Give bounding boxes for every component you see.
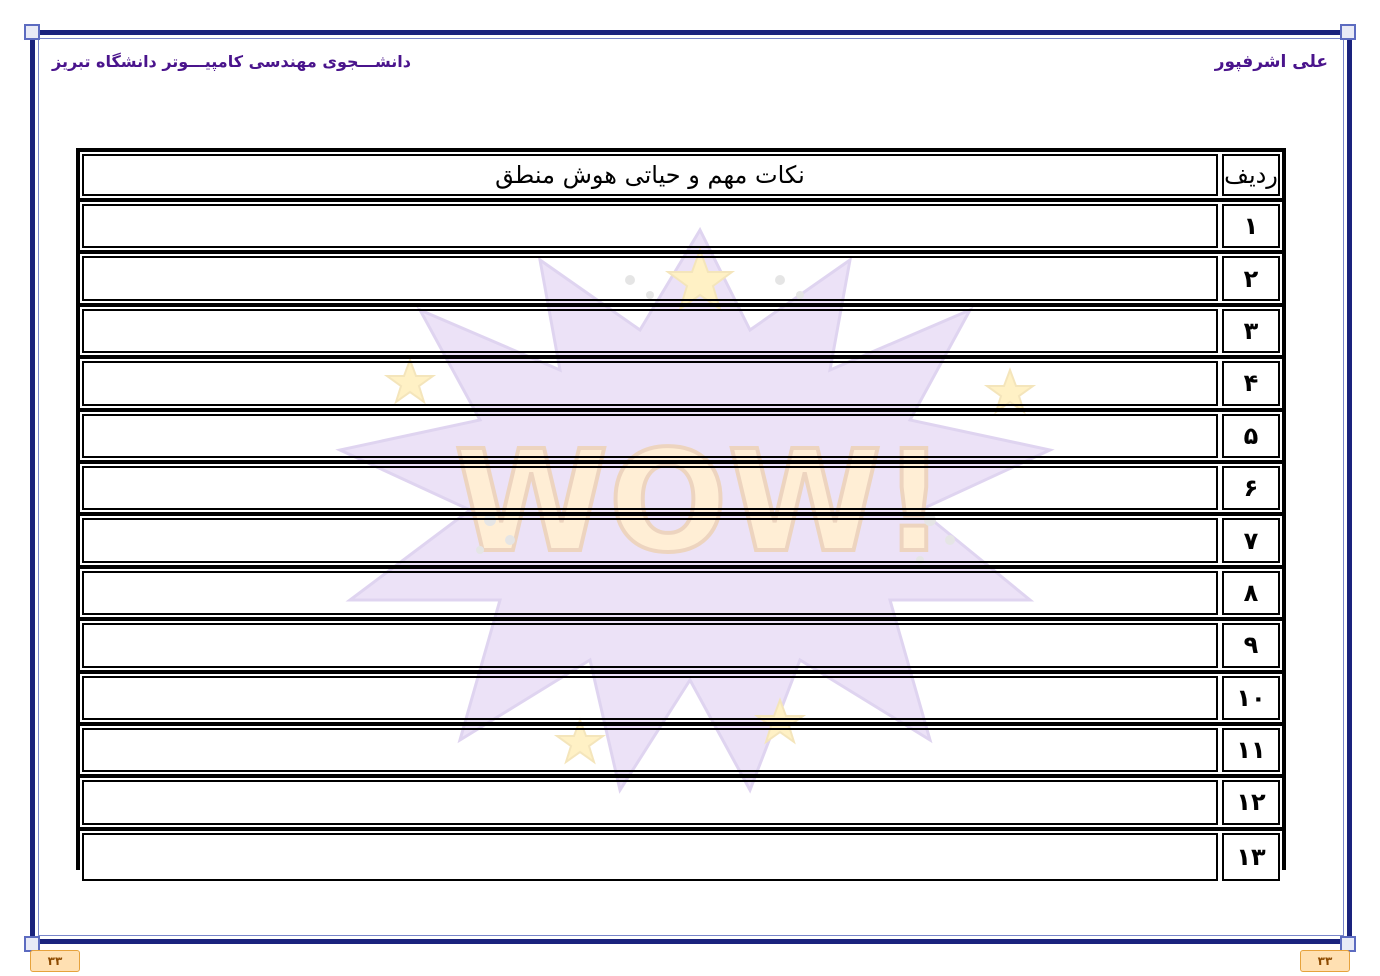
table-header-row	[80, 152, 1282, 202]
table-row	[80, 621, 1282, 673]
row-index: ۱	[1222, 204, 1280, 248]
table-row	[80, 307, 1282, 359]
table-row	[80, 464, 1282, 516]
row-index: ۱۳	[1222, 833, 1280, 881]
row-index: ۱۱	[1222, 728, 1280, 772]
row-index: ۶	[1222, 466, 1280, 510]
table-row	[80, 778, 1282, 830]
row-note-cell[interactable]	[82, 676, 1218, 720]
row-index: ۳	[1222, 309, 1280, 353]
page-number-badge: ۳۳	[30, 950, 80, 972]
page-number-badge: ۳۳	[1300, 950, 1350, 972]
table-row	[80, 202, 1282, 254]
row-index: ۲	[1222, 256, 1280, 300]
svg-text:WOW!: WOW!	[454, 421, 946, 584]
row-index: ۵	[1222, 414, 1280, 458]
row-note-cell[interactable]	[82, 780, 1218, 824]
row-index: ۱۲	[1222, 780, 1280, 824]
table-row	[80, 412, 1282, 464]
row-index: ۷	[1222, 518, 1280, 562]
row-note-cell[interactable]	[82, 256, 1218, 300]
column-header-notes: نکات مهم و حیاتی هوش منطق	[82, 154, 1218, 196]
table-row	[80, 254, 1282, 306]
notes-table	[76, 148, 1286, 870]
row-index: ۸	[1222, 571, 1280, 615]
row-note-cell[interactable]	[82, 204, 1218, 248]
row-note-cell[interactable]	[82, 518, 1218, 562]
table-row	[80, 726, 1282, 778]
row-note-cell[interactable]	[82, 414, 1218, 458]
table-row	[80, 831, 1282, 883]
row-note-cell[interactable]	[82, 361, 1218, 405]
row-index: ۱۰	[1222, 676, 1280, 720]
row-note-cell[interactable]	[82, 309, 1218, 353]
column-header-index: ردیف	[1222, 154, 1280, 196]
table-row	[80, 516, 1282, 568]
author-name: علی اشرفپور	[1214, 52, 1328, 72]
row-note-cell[interactable]	[82, 623, 1218, 667]
table-row	[80, 359, 1282, 411]
corner-ornament-icon	[1340, 24, 1356, 40]
row-note-cell[interactable]	[82, 728, 1218, 772]
row-index: ۹	[1222, 623, 1280, 667]
row-note-cell[interactable]	[82, 571, 1218, 615]
row-note-cell[interactable]	[82, 833, 1218, 881]
table-row	[80, 569, 1282, 621]
table-row	[80, 674, 1282, 726]
row-index: ۴	[1222, 361, 1280, 405]
author-affiliation: دانشـــجوی مهندسی کامپیـــوتر دانشگاه تبریز	[52, 52, 411, 71]
row-note-cell[interactable]	[82, 466, 1218, 510]
corner-ornament-icon	[24, 24, 40, 40]
